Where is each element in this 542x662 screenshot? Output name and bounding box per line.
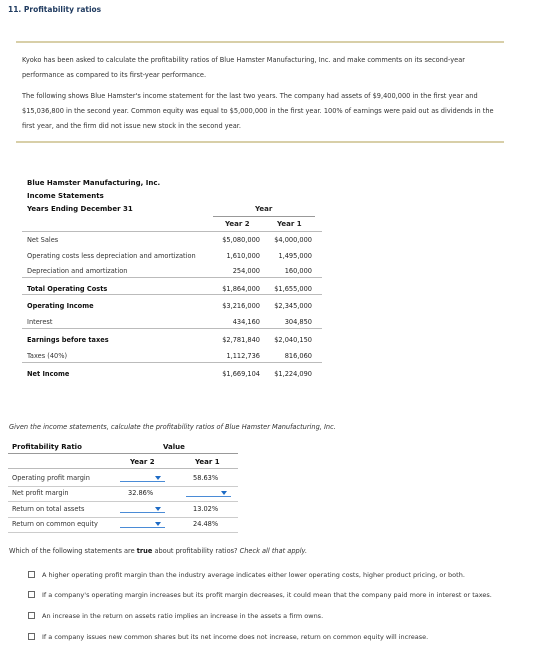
statement-row-year2-value: $1,864,000 (222, 285, 260, 293)
ratios-subheader-line (8, 468, 238, 469)
option-label: A higher operating profit margin than the industry average indicates either lower operating costs, higher product pricing, or both. (42, 571, 465, 579)
ratio-row-label: Operating profit margin (12, 474, 90, 482)
question-text (9, 547, 307, 555)
option-label: If a company's operating margin increases but its profit margin decreases, it could mean that the company paid more in interest or taxes. (42, 591, 492, 599)
ratio-row-divider (8, 532, 238, 533)
statement-row-year2-value: $5,080,000 (222, 236, 260, 244)
statement-row-label: Earnings before taxes (27, 336, 109, 344)
ratios-instruction: Given the income statements, calculate the profitability ratios of Blue Hamster Manufacturing, Inc. (9, 423, 336, 431)
header-underline (22, 231, 322, 232)
statement-row-year2-value: 1,610,000 (226, 252, 260, 260)
statement-row-label: Total Operating Costs (27, 285, 108, 293)
statement-row-year1-value: $1,224,090 (274, 370, 312, 378)
ratio-row-label: Return on total assets (12, 505, 85, 513)
company-name: Blue Hamster Manufacturing, Inc. (27, 179, 161, 187)
statement-row-year2-value: $2,781,840 (222, 336, 260, 344)
ratio-row (8, 502, 238, 517)
ratio-column-header: Profitability Ratio (12, 443, 82, 451)
statement-row-label: Operating costs less depreciation and amortization (27, 252, 196, 260)
option-checkbox[interactable] (28, 633, 35, 640)
ratio-row (8, 471, 238, 486)
chevron-down-icon (155, 507, 161, 511)
page-title: 11. Profitability ratios (8, 5, 102, 14)
intro-paragraph-2: The following shows Blue Hamster's income statement for the last two years. The company had assets of $9,400,000 in the first year and $15,036,800 in the second year. Common equity was equal to $5,000,000 in the first year. 100% of earnings were paid out as dividends in the first year, and the firm did not issue new stock in the second year. (22, 92, 494, 130)
ratios-col-year2: Year 2 (130, 458, 155, 466)
statement-row-label: Operating Income (27, 302, 94, 310)
question-bold: true (136, 547, 153, 555)
year-caption: Year (255, 205, 273, 213)
option-checkbox[interactable] (28, 612, 35, 619)
statement-row (22, 249, 322, 265)
ratio-row (8, 517, 238, 532)
statement-row-year1-value: $2,040,150 (274, 336, 312, 344)
ratio-year2-dropdown[interactable] (120, 504, 165, 513)
statement-row-year1-value: 816,060 (284, 352, 312, 360)
statement-period: Years Ending December 31 (27, 205, 133, 213)
statement-row-label: Net Income (27, 370, 70, 378)
chevron-down-icon (155, 476, 161, 480)
year-caption-line (213, 216, 315, 217)
statement-row-year2-value: 1,112,736 (226, 352, 260, 360)
statement-row-year1-value: $1,655,000 (274, 285, 312, 293)
question-instruction: Check all that apply. (239, 547, 308, 555)
divider-middle (16, 141, 504, 143)
ratio-year2-dropdown[interactable] (120, 473, 165, 482)
statement-row-year2-value: 434,160 (232, 318, 260, 326)
statement-divider (22, 328, 322, 329)
ratios-header-line (8, 453, 238, 454)
ratio-row-label: Return on common equity (12, 520, 98, 528)
statement-row (22, 282, 322, 298)
chevron-down-icon (155, 522, 161, 526)
ratio-year2-value: 32.86% (128, 489, 154, 497)
statement-row-year1-value: $4,000,000 (274, 236, 312, 244)
ratio-year1-value: 13.02% (193, 505, 219, 513)
question-pre: Which of the following statements are (9, 547, 137, 555)
statement-row-label: Interest (27, 318, 53, 326)
statement-row-year1-value: 304,850 (284, 318, 312, 326)
statement-row (22, 299, 322, 315)
statement-row-year1-value: 160,000 (284, 267, 312, 275)
ratios-col-year1: Year 1 (195, 458, 220, 466)
ratio-row (8, 486, 238, 501)
ratio-year1-value: 58.63% (193, 474, 219, 482)
intro-paragraph-1: Kyoko has been asked to calculate the profitability ratios of Blue Hamster Manufacturing, Inc. and make comments on its second-year performance as compared to its first-year performance. (22, 56, 465, 79)
statement-name: Income Statements (27, 192, 104, 200)
question-mid: about profitability ratios? (152, 547, 240, 555)
statement-divider (22, 294, 322, 295)
statement-row-label: Net Sales (27, 236, 59, 244)
statement-row-year2-value: 254,000 (232, 267, 260, 275)
ratio-year1-dropdown[interactable] (186, 488, 231, 497)
option-label: If a company issues new common shares but its net income does not increase, return on common equity will increase. (42, 633, 429, 641)
statement-row-year1-value: $2,345,000 (274, 302, 312, 310)
statement-row (22, 333, 322, 349)
statement-row (22, 367, 322, 383)
ratio-year1-value: 24.48% (193, 520, 219, 528)
ratio-year2-dropdown[interactable] (120, 519, 165, 528)
option-checkbox[interactable] (28, 571, 35, 578)
statement-row-label: Depreciation and amortization (27, 267, 128, 275)
option-checkbox[interactable] (28, 591, 35, 598)
value-column-header: Value (163, 443, 185, 451)
divider-top (16, 41, 504, 43)
option-label: An increase in the return on assets ratio implies an increase in the assets a firm owns. (42, 612, 324, 620)
statement-divider (22, 277, 322, 278)
statement-row-year2-value: $3,216,000 (222, 302, 260, 310)
ratio-row-label: Net profit margin (12, 489, 69, 497)
statement-row-year1-value: 1,495,000 (278, 252, 312, 260)
statement-divider (22, 362, 322, 363)
col-year1-header: Year 1 (277, 220, 302, 228)
statement-row-label: Taxes (40%) (27, 352, 68, 360)
statement-row-year2-value: $1,669,104 (222, 370, 260, 378)
chevron-down-icon (221, 491, 227, 495)
statement-row (22, 233, 322, 249)
col-year2-header: Year 2 (225, 220, 250, 228)
